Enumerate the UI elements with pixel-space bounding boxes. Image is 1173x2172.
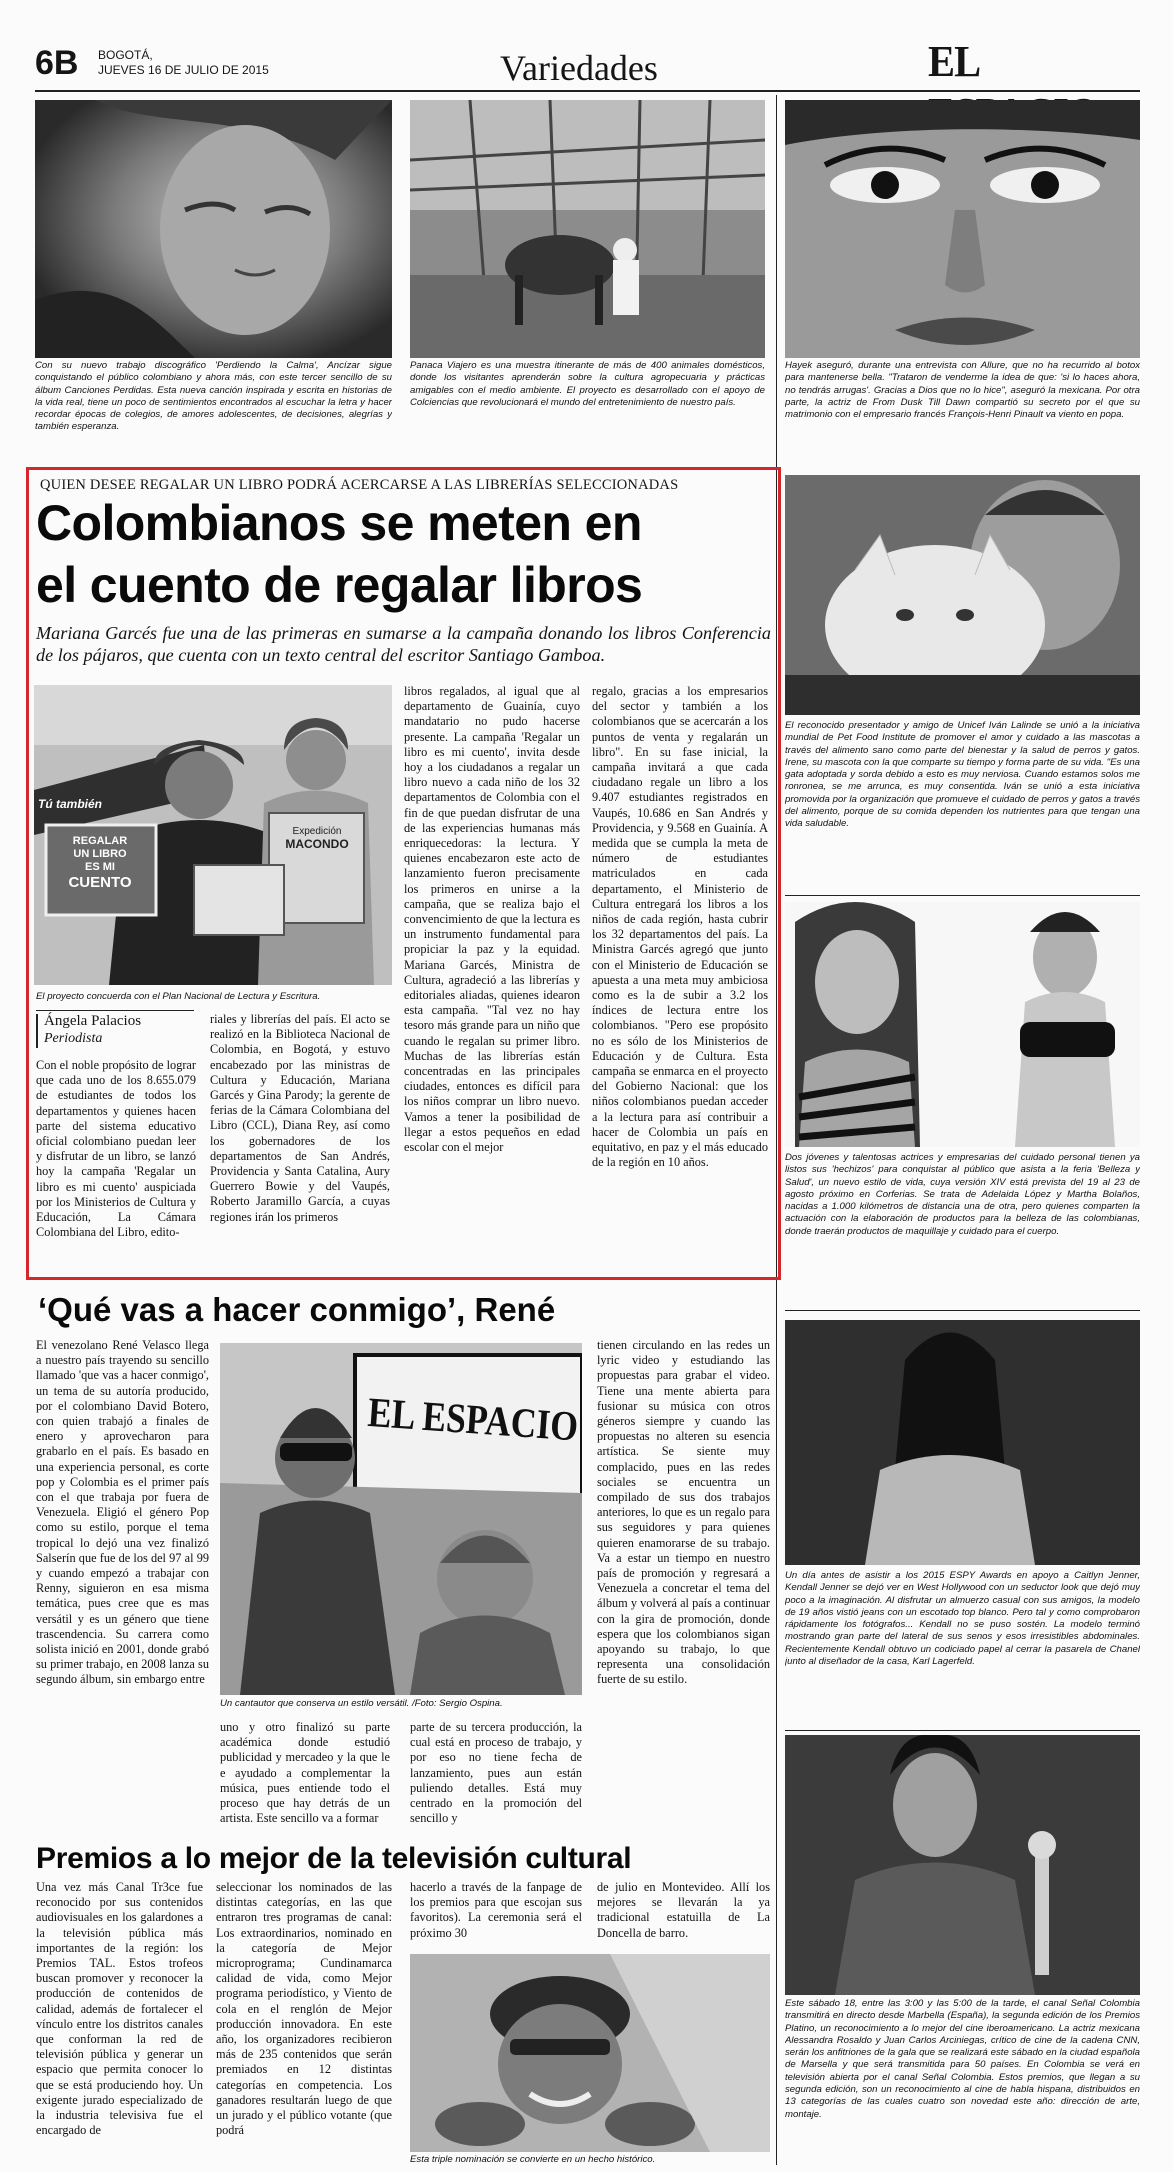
byline-bar: [36, 1014, 38, 1048]
photo-rene: [220, 1343, 582, 1695]
dateline: [98, 48, 269, 78]
caption-platino: Este sábado 18, entre las 3:00 y las 5:00 de la tarde, el canal Señal Colombia transmitirá en directo desde Marbella (España), la segunda edición de los Premios Platino, un reconocimiento a lo mejor del cine iberoamericano. La actriz mexicana Alessandra Rosaldo y Juan Carlos Arciniegas, crítico de cine de la cadena CNN, serán los anfitriones de la gala que se realizará este sábado en la ciudad española de Marsella y que será transmitida para 50 países. En Colombia se verá en televisión abierta por el canal Señal Colombia. Estos premios, que llegan a su segunda edición, son un reconocimiento al cine de habla hispana, distribuidos en 13 categorías de las cuales cuatro son novedad este año: dirección de arte, montaje.: [785, 1998, 1140, 2120]
byline-author: Ángela Palacios: [44, 1013, 142, 1029]
tv-col-3: hacerlo a través de la fanpage de los premios para que escojan sus favoritos). La ceremonia será el próximo 30: [410, 1880, 582, 1940]
rene-backdrop-logo: EL ESPACIO: [366, 1389, 580, 1451]
photo-hayek: [785, 100, 1140, 358]
book-title: MACONDO: [285, 837, 349, 851]
main-headline-line2: el cuento de regalar libros: [36, 557, 643, 613]
main-col-4: regalo, gracias a los empresarios del sector y también a los colombianos que se acercarán a los puntos de venta y regalarán un libro". En su fase inicial, la campaña invitará a que cada ciudadano regale un libro a los 9.407 estudiantes registrados en Vaupés, 10.686 en San Andrés y Providencia, y 9.568 en Guainía. A medida que se cumpla la meta de número de estudiantes matriculados en cada departamento, el Ministerio de Cultura entregará los libros a los niños de cada región, hasta cubrir los 32 departamentos del país. La Ministra Garcés agregó que junto con el Ministerio de Educación se apuesta a una meta muy ambiciosa como es la de subir a 3.2 los índices de lectura entre los colombianos. "Pero ese propósito no es sólo de los Ministerios de Educación y de Cultura. Esta campaña se enmarca en el proyecto del Gobierno Nacional: que los niños colombianos puedan acceder a la lectura para así contribuir a hacer de Colombia un país en equitativo, en paz y el más educado de la región en 10 años.: [592, 684, 768, 1170]
sidebar-rule: [785, 1310, 1140, 1311]
main-headline-line1: Colombianos se meten en: [36, 495, 642, 551]
main-col-2: riales y librerías del país. El acto se realizó en la Biblioteca Nacional de Colombia, en Bogotá, y estuvo encabezado por las ministras de Cultura y Educación, Mariana Garcés y Gina Parody; la gerente de ferias de la Cámara Colombiana del Libro (CCL), Diana Rey, así como los gobernadores de los departamentos de San Andrés, Providencia y Santa Catalina, Aury Guerrero Bowie y del Vaupés, Roberto Jaramillo García, a cuyas regiones irán los primeros: [210, 1012, 390, 1224]
main-col-3: libros regalados, al igual que al departamento de Guainía, cuyo mandatario no pudo hacerse presente. La campaña 'Regalar un libro es mi cuento', invita desde hoy a los ciudadanos a regalar un libro nuevo a cada niño de los 32 departamentos de Colombia con el fin de que puedan disfrutar de una de las experiencias humanas más enriquecedoras: la lectura. Y quienes encabezaron este acto de lanzamiento fueron precisamente los primeros en unirse a la campaña, que se realiza bajo el convencimiento de que la lectura es un instrumento fundamental para propiciar la paz y la equidad. Mariana Garcés, Ministra de Cultura, agradeció a las librerías y editoriales aliadas, quienes idearon esta campaña. "Tal vez no hay tesoro más grande para un niño que cuando le regalan su primer libro. Muchas de las librerías están concentradas en las principales ciudades, entonces es difícil para los niños comprar un libro nuevo. Vamos a tener la posibilidad de llegar a estos pequeños en edad escolar con el mejor: [404, 684, 580, 1155]
rene-col-2: uno y otro finalizó su parte académica donde estudió publicidad y mercadeo y la que le e ayudado a complementar la música, pues entiende todo el proceso que hay detrás de un artista. Este sencillo va a formar: [220, 1720, 390, 1826]
photo-banner-text: Tú también: [38, 797, 103, 811]
sign-line: CUENTO: [68, 874, 132, 891]
dateline-city: BOGOTÁ,: [98, 48, 153, 62]
dateline-date: JUEVES 16 DE JULIO DE 2015: [98, 63, 269, 77]
page-number: 6B: [35, 44, 79, 82]
caption-hayek: Hayek aseguró, durante una entrevista con Allure, que no ha recurrido al botox para mantenerse bella. "Trataron de venderme la idea de que: 'si lo haces ahora, no tendrás arrugas'. Gracias a Dios que no lo hice", aseguró la mexicana. Por otra parte, la actriz de From Dusk Till Dawn compartió su secreto por el que su matrimonio con el empresario francés François-Henri Pinault va viento en popa.: [785, 360, 1140, 421]
masthead-rule: [35, 90, 1140, 92]
caption-ancizar: Con su nuevo trabajo discográfico 'Perdiendo la Calma', Ancízar sigue conquistando el público colombiano y ahora más, con este tercer sencillo de su álbum Canciones Perdidas. Esta nueva canción inspirada y escrita en historias de la vida real, tiene un poco de sentimientos encontrados al escuchar la letra y hacer recordar épocas de colegios, de amores adolescentes, de decisiones, alegrías y también esperanza.: [35, 360, 392, 433]
tv-headline: Premios a lo mejor de la televisión cultural: [36, 1842, 632, 1875]
photo-sign: [52, 835, 148, 891]
caption-lalinde: El reconocido presentador y amigo de Unicef Iván Lalinde se unió a la iniciativa mundial de Pet Food Institute de promover el amor y cuidado a las mascotas a través del alimento sano como parte del bienestar y la salud de perros y gatos. Irene, su mascota con la que comparte su tiempo y forma parte de su vida. "Es una gata adoptada y sorda debido a esto es muy nerviosa. Cuando estamos solos me ronronea, se me arrunca, es muy consentida. Iván se unió a esta iniciativa promovida por la organización que promueve el cuidado de perros y gatos a través del alimento, porque de su comida dependen los nutrientes para que tengan una vida saludable.: [785, 720, 1140, 830]
photo-nominado: [410, 1954, 770, 2152]
photo-platino: [785, 1735, 1140, 1995]
rene-col-1: El venezolano René Velasco llega a nuestro país trayendo su sencillo llamado 'que vas a hacer conmigo', un tema de su autoría producido, por el colombiano David Botero, con quien trabajó a finales de enero y aprovecharon para grabarlo en el país. Es basado en una experiencia personal, es corte pop y Colombia es el primer país con el que trabaja por fuera de Venezuela. Eligió el género Pop como su estilo, porque el tema tropical lo dejó una vez finalizó Salserín que fue de los del 97 al 99 y cuando empezó a trabajar con Renny, siguieron en esa misma temática, pues cree que es mas versátil y es un género que tiene trascendencia. Su carrera como solista inició en 2001, donde grabó su primer trabajo, en 2008 lanza su segundo álbum, sin embargo entre: [36, 1338, 209, 1687]
caption-ministras: El proyecto concuerda con el Plan Nacional de Lectura y Escritura.: [36, 991, 321, 1002]
caption-nominado: Esta triple nominación se convierte en un hecho histórico.: [410, 2154, 656, 2165]
photo-actrices: [785, 902, 1140, 1147]
photo-book-cover: [272, 825, 362, 851]
tv-col-4: de julio en Montevideo. Allí los mejores se llevarán la ya tradicional estatuilla de La Doncella de barro.: [597, 1880, 770, 1940]
caption-kendall: Un día antes de asistir a los 2015 ESPY Awards en apoyo a Caitlyn Jenner, Kendall Jenner se dejó ver en West Hollywood con un seductor look que dejó muy poco a la imaginación. Al disfrutar un almuerzo casual con sus amigos, la modelo de 19 años vistió jeans con un escotado top blanco. Pero tal y como comprobaron rápidamente los fotógrafos... Kendall no se puso sostén. La modelo terminó mostrando gran parte del lateral de sus senos y esos irresistibles abdominales. Recientemente Kendall obtuvo un codiciado papel al cerrar la pasarela de Chanel junto al diseñador de la casa, Karl Lagerfeld.: [785, 1570, 1140, 1668]
photo-ministras: [34, 685, 392, 985]
caption-actrices: Dos jóvenes y talentosas actrices y empresarias del cuidado personal tienen ya listos sus 'hechizos' para conquistar al público que asista a la feria 'Belleza y Salud', un nuevo estilo de vida, cuya versión XIV está prevista del 19 al 23 de agosto próximo en Corferias. Se trata de Adelaida López y Martha Bolaños, nacidas a 1.000 kilómetros de distancia una de otra, pero quienes comparten la actuación con la elaboración de productos para la belleza de las colombianas, donde traerán productos de maquillaje y cuidado para el cuerpo.: [785, 1152, 1140, 1237]
tv-col-1: Una vez más Canal Tr3ce fue reconocido por sus contenidos audiovisuales en los galardones a la televisión pública más importantes de la región: los Premios TAL. Estos trofeos buscan promover y reconocer la producción de contenidos de calidad, además de fortalecer el vínculo entre los distritos canales que conforman la red de televisión pública y generar un espacio que permita conocer lo que se está produciendo hoy. Un exigente jurado especializado de la industria televisiva fue el encargado de: [36, 1880, 203, 2138]
photo-panaca: [410, 100, 765, 358]
rene-col-3: parte de su tercera producción, la cual está en proceso de trabajo, y por eso no tiene fecha de lanzamiento, pues aun están puliendo detalles. Está muy centrado en la promoción del sencillo y: [410, 1720, 582, 1826]
rene-headline: ‘Qué vas a hacer conmigo’, René: [38, 1291, 556, 1328]
byline-rule: [36, 1010, 194, 1011]
sidebar-rule: [785, 895, 1140, 896]
masthead-logo: EL: [928, 37, 978, 86]
photo-kendall: [785, 1320, 1140, 1565]
tv-col-2: seleccionar los nominados de las distintas categorías, en las que entraron tres programas de canal: Los extraordinarios, nominado en la categoría de Mejor microprograma; Cundinamarca calidad de vida, como Mejor programa periodístico, y Viento de cola en el renglón de Mejor producción innovadora. En este año, los organizadores recibieron más de 235 contenidos que serán premiados en 12 distintas categorías en competencia. Los ganadores resultarán luego de que un jurado y el público votante (que podrá: [216, 1880, 392, 2138]
rene-col-4: tienen circulando en las redes un lyric video y estudiando las propuestas para grabar el video. Tiene una mente abierta para fusionar su música con otros géneros siempre y cuando las propuestas no alteren su esencia artística. Se siente muy complacido, pues en las redes sociales se encuentra un compilado de sus dos trabajos anteriores, lo que es un regalo para sus seguidores y para quienes quieren enamorarse de su trabajo. Va a estar un tiempo en nuestro país de promoción y regresará a Venezuela a concretar el tema del álbum y volverá al país a continuar con la gira de promoción, donde espera que los colombianos sigan apoyando su trabajo, lo que representa una consolidación fuerte de su estilo.: [597, 1338, 770, 1687]
main-col-1: Con el noble propósito de lograr que cada uno de los 8.655.079 de estudiantes de todos los departamentos y quienes hacen parte del sistema educativo oficial colombiano puedan leer y disfrutar de un libro, se lanzó hoy la campaña 'Regalar un libro es mi cuento' auspiciada por los Ministerios de Cultura y Educación, La Cámara Colombiana del Libro, edito-: [36, 1058, 196, 1240]
main-kicker: QUIEN DESEE REGALAR UN LIBRO PODRÁ ACERCARSE A LAS LIBRERÍAS SELECCIONADAS: [40, 477, 679, 493]
book-label: Expedición: [292, 826, 342, 837]
caption-rene: Un cantautor que conserva un estilo versátil. /Foto: Sergio Ospina.: [220, 1698, 503, 1709]
photo-lalinde: [785, 475, 1140, 715]
photo-ancizar: [35, 100, 392, 358]
section-title: Variedades: [500, 48, 658, 88]
sign-line: REGALAR: [72, 835, 128, 847]
caption-panaca: Panaca Viajero es una muestra itinerante de más de 400 animales domésticos, donde los visitantes aprenderán sobre la cultura agropecuaria y prácticas amigables con el medio ambiente. El proyecto es desarrollado con el apoyo de Colciencias que revolucionará el mundo del entretenimiento de nuestro país.: [410, 360, 765, 408]
main-deck: Mariana Garcés fue una de las primeras en sumarse a la campaña donando los libros Conferencia de los pájaros, que cuenta con un texto central del escritor Santiago Gamboa.: [36, 623, 771, 665]
sign-line: UN LIBRO: [73, 848, 127, 860]
sign-line: ES MI: [85, 861, 115, 873]
byline-role: Periodista: [44, 1031, 103, 1046]
sidebar-rule: [785, 1730, 1140, 1731]
